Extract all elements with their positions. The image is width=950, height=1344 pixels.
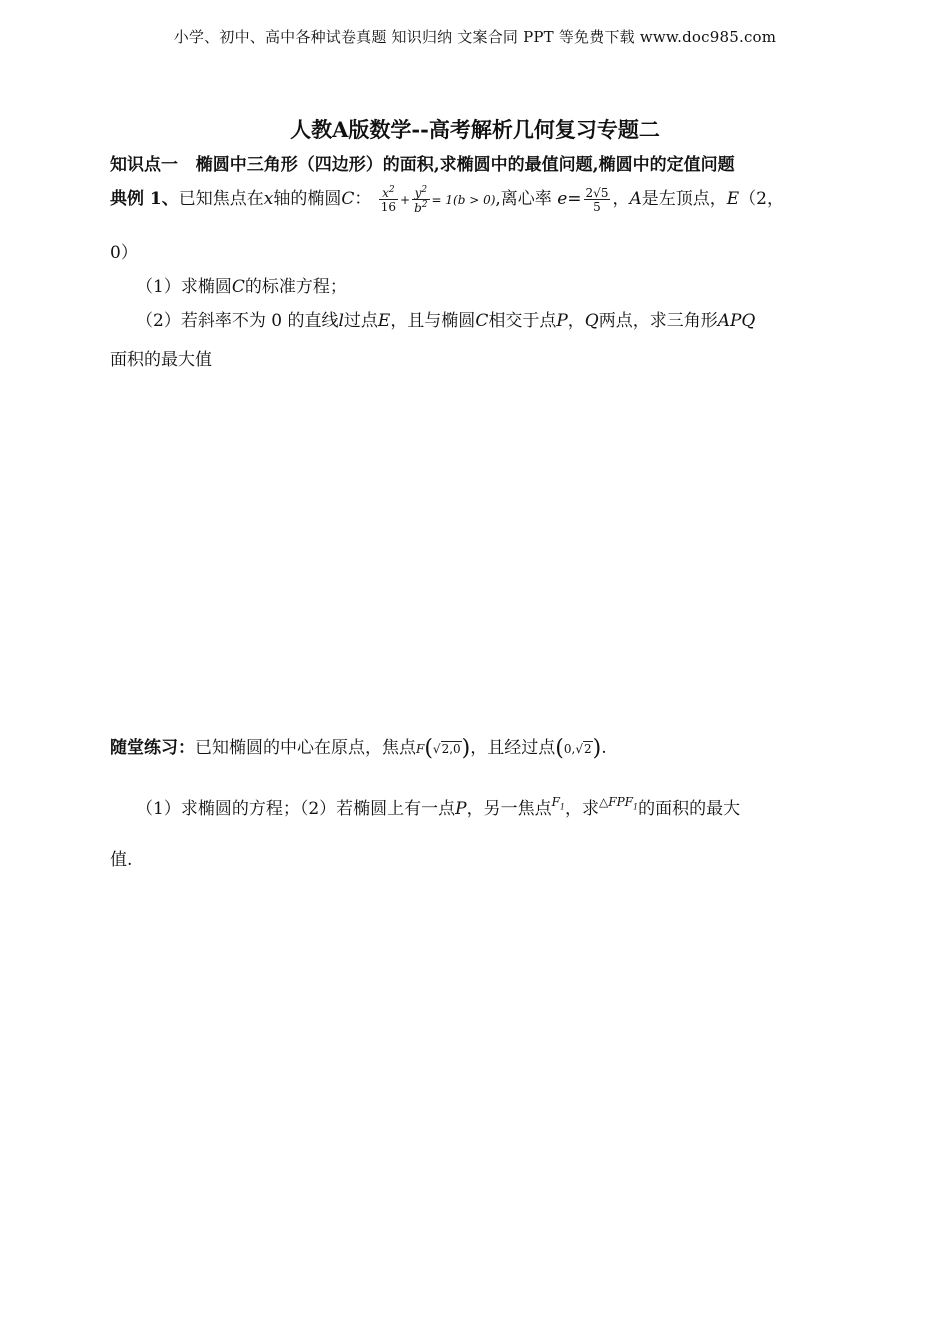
den: b	[414, 200, 422, 215]
var-a: A	[629, 189, 642, 209]
example1-question2-line2: 面积的最大值	[110, 350, 212, 370]
text: 的面积的最大	[638, 799, 741, 819]
text: 相交于点	[488, 311, 557, 331]
text: 过点	[343, 311, 378, 331]
text: ，求	[565, 799, 600, 819]
fraction-y2-b2	[412, 186, 429, 214]
page-title: 人教A版数学--高考解析几何复习专题二	[290, 117, 660, 142]
text: 两点，求三角形	[598, 311, 718, 331]
fraction-eccentricity	[584, 187, 611, 213]
text: 是左顶点，	[641, 189, 727, 209]
text: 已知椭圆的中心在原点，焦点	[195, 738, 416, 758]
coord: 0,	[563, 742, 576, 756]
plus: +	[400, 193, 411, 207]
text: 的标准方程；	[244, 277, 347, 297]
left-paren: (	[424, 736, 433, 761]
var-x: x	[263, 189, 274, 209]
sub: 1	[559, 802, 566, 812]
text: （2）若斜率不为 0 的直线	[136, 311, 339, 331]
example1-question1	[136, 272, 347, 297]
practice-line1	[110, 733, 607, 761]
var-c: C	[341, 189, 355, 209]
radicand: 2	[583, 742, 592, 756]
text: （1）求椭圆	[136, 277, 232, 297]
example1-line1: 典例 1、已知焦点在x轴的椭圆C： $\frac{x^2}{16}$ + $\frac{y^2}{b^2}$ = 1(b > 0),离心率 e= $\frac{2√5}{5}$ ，A是左顶点，E（2，	[110, 184, 784, 215]
sub: 1	[632, 802, 639, 812]
practice-questions-line2: 值.	[110, 850, 133, 870]
example1-line2: 0）	[110, 243, 138, 263]
var-f: F	[416, 742, 425, 756]
text: ，另一焦点	[466, 799, 552, 819]
sup: 2	[421, 184, 428, 195]
point-coordinate: 0,√2	[563, 742, 592, 756]
radicand: 2,0	[441, 742, 461, 756]
var-c: C	[231, 277, 245, 297]
var-apq: APQ	[717, 311, 756, 331]
text: 已知焦点在	[178, 189, 264, 209]
text: （1）求椭圆的方程；（2）若椭圆上有一点	[136, 799, 456, 819]
var-l: l	[338, 311, 344, 331]
example1-question2	[136, 306, 755, 331]
text: ，	[567, 311, 585, 331]
num: 2√5	[585, 185, 609, 200]
text: ，且与椭圆	[390, 311, 476, 331]
num: x	[382, 186, 389, 200]
right-paren: )	[592, 736, 602, 761]
text: （2，	[739, 189, 784, 209]
var-e-point: E	[726, 189, 740, 209]
var-p: P	[455, 799, 467, 819]
text: ：	[354, 189, 372, 209]
equation-rest: = 1(b > 0)	[431, 193, 496, 207]
site-header[interactable]: 小学、初中、高中各种试卷真题 知识归纳 文案合同 PPT 等免费下载 www.doc985.com	[173, 28, 777, 46]
tri: △FPF	[599, 795, 633, 809]
den: 16	[380, 200, 397, 214]
text: 轴的椭圆	[273, 189, 342, 209]
knowledge-label: 知识点一	[110, 155, 178, 175]
text: .	[601, 738, 607, 758]
text: ，且经过点	[470, 738, 556, 758]
triangle-fpf1	[599, 795, 639, 812]
practice-questions	[136, 794, 740, 819]
knowledge-point	[110, 150, 735, 175]
left-paren: (	[555, 736, 564, 761]
num: y	[414, 185, 422, 200]
den: 5	[593, 199, 601, 214]
var-p: P	[556, 311, 568, 331]
example1-label: 典例 1、	[110, 189, 179, 209]
knowledge-text: 椭圆中三角形（四边形）的面积,求椭圆中的最值问题,椭圆中的定值问题	[195, 155, 735, 175]
sup: 2	[388, 185, 395, 195]
focus-coordinate: √2,0	[432, 742, 461, 756]
right-paren: )	[461, 736, 471, 761]
var-q: Q	[584, 311, 599, 331]
var-f1	[551, 795, 566, 812]
text: ，	[612, 189, 630, 209]
var-e: e	[557, 189, 568, 209]
sup: 2	[421, 199, 428, 210]
fraction-x2-16	[379, 186, 398, 213]
var-c: C	[475, 311, 489, 331]
f: F	[551, 795, 560, 809]
text: ,离心率	[495, 189, 552, 209]
practice-label: 随堂练习：	[110, 738, 195, 758]
var-e-point: E	[377, 311, 391, 331]
